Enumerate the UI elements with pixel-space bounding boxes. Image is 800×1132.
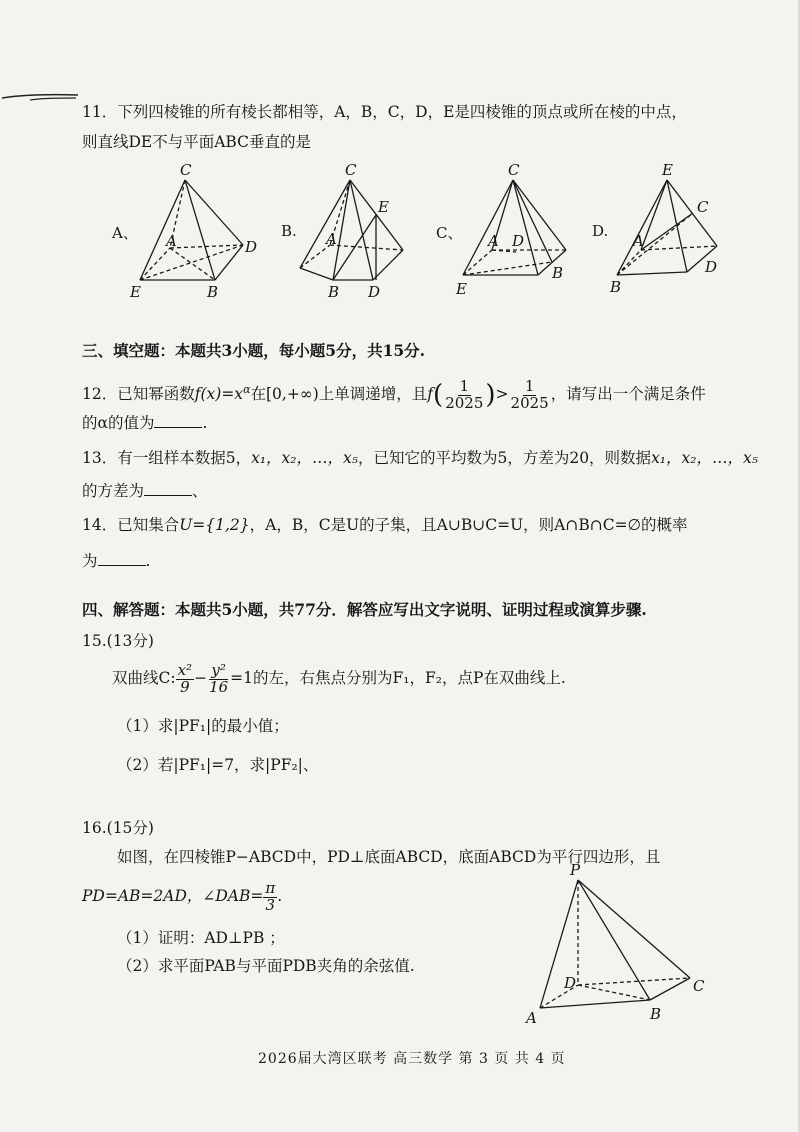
fig-b-vertex: A bbox=[326, 230, 337, 248]
q14-line1 bbox=[82, 516, 688, 535]
q16-vertex: B bbox=[650, 1005, 662, 1023]
fig-a-vertex: D bbox=[245, 238, 258, 256]
q12-fraction-rhs: $\frac{1}{2025}$ bbox=[510, 376, 549, 412]
option-c-figure bbox=[448, 160, 598, 300]
option-a-figure bbox=[125, 160, 275, 300]
fig-b-vertex: E bbox=[378, 198, 389, 216]
q13-text-a: 13．有一组样本数据5， bbox=[82, 449, 252, 467]
section3-title: 三、填空题：本题共3小题，每小题5分，共15分. bbox=[82, 341, 426, 360]
option-a-label: A、 bbox=[112, 224, 138, 242]
q11-line1: 11．下列四棱锥的所有棱长都相等，A，B，C，D，E是四棱锥的顶点或所在棱的中点， bbox=[82, 103, 687, 121]
q14-line2-text: 为 bbox=[82, 552, 98, 570]
q16-line1: 如图，在四棱锥P−ABCD中，PD⊥底面ABCD，底面ABCD为平行四边形，且 bbox=[117, 848, 661, 866]
q16-part2: （2）求平面PAB与平面PDB夹角的余弦值. bbox=[117, 957, 415, 975]
q16-vertex: A bbox=[526, 1009, 537, 1027]
q15-part2: （2）若|PF₁|=7，求|PF₂|、 bbox=[117, 756, 319, 774]
q12-line1: 12．已知幂函数$f(x)=x^\alpha$在[0,+∞)上单调递增，且f( $\frac{1}{2025}$ )> $\frac{1}{2025}$ ，请写出一个满足条件 bbox=[82, 376, 706, 412]
q12-fraction-arg: $\frac{1}{2025}$ bbox=[445, 376, 484, 412]
fig-c-vertex: C bbox=[508, 161, 520, 179]
q11-line2: 则直线DE不与平面ABC垂直的是 bbox=[82, 133, 311, 151]
q15-intro bbox=[112, 655, 566, 701]
fig-c-vertex: B bbox=[552, 264, 564, 282]
option-b-figure bbox=[288, 160, 438, 300]
fig-b-vertex: C bbox=[345, 161, 357, 179]
q16-part1: （1）证明：AD⊥PB ； bbox=[117, 929, 285, 947]
option-c-label: C、 bbox=[436, 224, 463, 242]
q12-period: . bbox=[202, 414, 208, 432]
q15-y-fraction: $\frac{\text{y²}}{16}$ bbox=[209, 660, 229, 696]
q13-sequence2: x₁，x₂，…，x₅ bbox=[651, 449, 758, 467]
q15-minus: − bbox=[194, 669, 208, 687]
q16-vertex: D bbox=[564, 974, 577, 992]
fig-a-vertex: B bbox=[207, 283, 219, 300]
page-footer: 2026届大湾区联考 高三数学 第 3 页 共 4 页 bbox=[258, 1051, 566, 1067]
q14-set: U={1,2} bbox=[179, 516, 250, 534]
fig-a-vertex: E bbox=[130, 283, 141, 300]
option-b-label: B. bbox=[281, 222, 297, 240]
fig-d-vertex: D bbox=[705, 258, 718, 276]
fig-b-vertex: D bbox=[368, 283, 381, 300]
q14-line2 bbox=[82, 551, 150, 571]
q13-line2 bbox=[82, 481, 208, 501]
q14-text-a: 14．已知集合 bbox=[82, 516, 180, 534]
option-d-figure bbox=[605, 160, 755, 300]
q13-text-b: ，已知它的平均数为5，方差为20，则数据 bbox=[357, 449, 652, 467]
fig-d-vertex: E bbox=[662, 161, 673, 179]
q16-header: 16.(15分) bbox=[82, 819, 154, 837]
section4-title: 四、解答题：本题共5小题，共77分．解答应写出文字说明、证明过程或演算步骤. bbox=[82, 600, 647, 619]
pen-scribble bbox=[0, 86, 80, 106]
q15-x-fraction: $\frac{\text{x²}}{9}$ bbox=[177, 660, 193, 696]
q12-text-a: 已知幂函数 bbox=[117, 385, 195, 403]
fig-d-vertex: B bbox=[610, 278, 622, 296]
q12-gt: > bbox=[495, 385, 509, 403]
q12-answer-blank[interactable] bbox=[154, 413, 202, 428]
q15-part1: （1）求|PF₁|的最小值； bbox=[117, 717, 289, 735]
q16-line2-a: PD=AB=2AD，∠DAB= bbox=[82, 887, 264, 905]
fig-c-vertex: D bbox=[512, 232, 525, 250]
q13-line1 bbox=[82, 449, 758, 468]
fig-d-vertex: C bbox=[697, 198, 709, 216]
q12-line2 bbox=[82, 413, 207, 433]
q14-period: . bbox=[145, 552, 151, 570]
fig-c-vertex: A bbox=[488, 232, 499, 250]
q12-func: f(x)=x bbox=[194, 385, 244, 403]
fig-b-vertex: B bbox=[328, 283, 340, 300]
q16-vertex: P bbox=[570, 861, 581, 879]
q16-pyramid-figure bbox=[520, 860, 720, 1030]
q13-mark: 、 bbox=[192, 482, 208, 500]
fig-a-vertex: C bbox=[180, 161, 192, 179]
q13-line2-text: 的方差为 bbox=[82, 482, 145, 500]
q16-line2 bbox=[82, 874, 282, 918]
fig-a-vertex: A bbox=[166, 232, 177, 250]
fig-c-vertex: E bbox=[456, 280, 467, 298]
q12-text-b: 在[0,+∞)上单调递增，且 bbox=[250, 385, 428, 403]
option-d-label: D. bbox=[592, 222, 609, 240]
q15-intro-b: =1的左，右焦点分别为F₁，F₂，点P在双曲线上. bbox=[230, 669, 566, 687]
q12-f: f bbox=[427, 385, 434, 403]
q12-number: 12． bbox=[82, 385, 118, 403]
q15-intro-a: 双曲线C: bbox=[112, 669, 176, 687]
q16-period: . bbox=[277, 887, 283, 905]
q14-text-b: ，A，B，C是U的子集，且A∪B∪C=U，则A∩B∩C=∅的概率 bbox=[249, 516, 688, 534]
q16-angle-fraction: $\frac{\pi}{3}$ bbox=[265, 878, 276, 914]
q15-header: 15.(13分) bbox=[82, 632, 154, 650]
q13-sequence: x₁，x₂，…，x₅ bbox=[251, 449, 358, 467]
q13-answer-blank[interactable] bbox=[144, 481, 192, 496]
q12-text-c: ，请写出一个满足条件 bbox=[550, 385, 706, 403]
q12-line2-text: 的α的值为 bbox=[82, 414, 155, 432]
q16-vertex: C bbox=[693, 977, 705, 995]
q12-exp: α bbox=[243, 383, 251, 396]
fig-d-vertex: A bbox=[633, 232, 644, 250]
q14-answer-blank[interactable] bbox=[98, 551, 146, 566]
